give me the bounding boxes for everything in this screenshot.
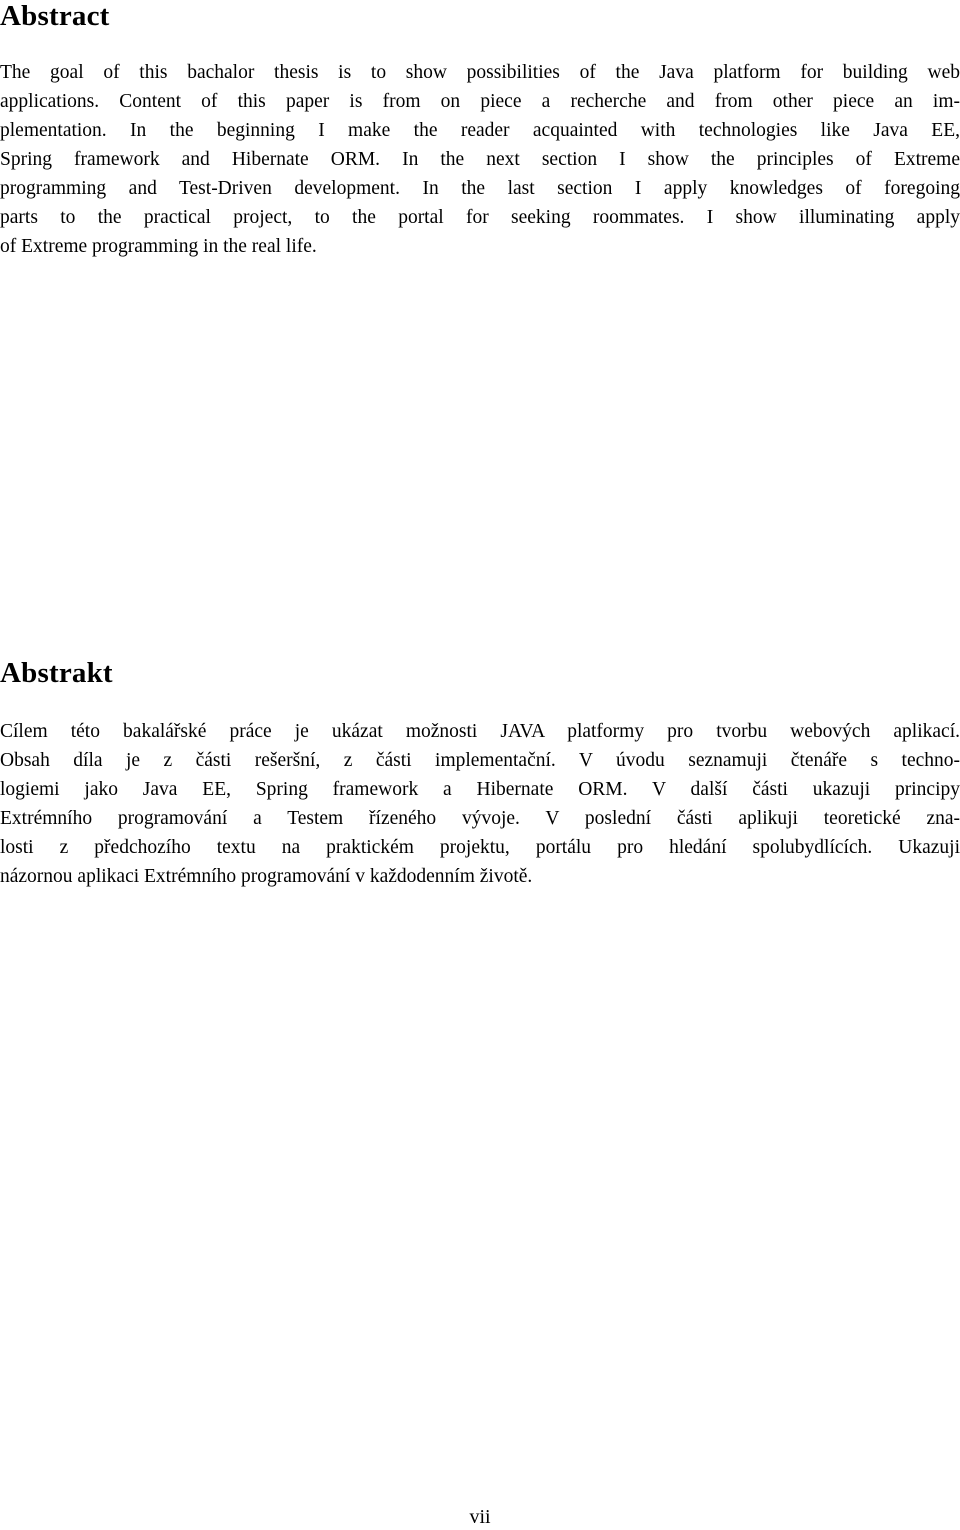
- abstrakt-heading: Abstrakt: [0, 657, 113, 689]
- abstract-line: The goal of this bachalor thesis is to show possibilities of the Java platform for building web: [0, 62, 960, 83]
- abstrakt-section-czech: [0, 657, 960, 887]
- abstrakt-body: [0, 717, 960, 891]
- abstract-line: Spring framework and Hibernate ORM. In the next section I show the principles of Extreme: [0, 149, 960, 170]
- abstrakt-line: losti z předchozího textu na praktickém projektu, portálu pro hledání spolubydlících. Ukazuji: [0, 837, 960, 858]
- abstract-line: programming and Test-Driven development. In the last section I apply knowledges of foregoing: [0, 178, 960, 199]
- abstract-line: applications. Content of this paper is from on piece a recherche and from other piece an im-: [0, 91, 960, 112]
- abstract-heading: Abstract: [0, 0, 110, 32]
- abstrakt-line: názornou aplikaci Extrémního programování v každodenním životě.: [0, 866, 533, 887]
- abstrakt-line: logiemi jako Java EE, Spring framework a Hibernate ORM. V další části ukazuji principy: [0, 779, 960, 800]
- abstract-line: plementation. In the beginning I make the reader acquainted with technologies like Java EE,: [0, 120, 960, 141]
- abstrakt-line: Obsah díla je z části rešeršní, z části implementační. V úvodu seznamuji čtenáře s techno-: [0, 750, 960, 771]
- abstract-body: [0, 58, 960, 261]
- abstrakt-line: Extrémního programování a Testem řízeného vývoje. V poslední části aplikuji teoretické zna-: [0, 808, 960, 829]
- abstract-line: of Extreme programming in the real life.: [0, 236, 317, 257]
- abstract-line: parts to the practical project, to the portal for seeking roommates. I show illuminating apply: [0, 207, 960, 228]
- page-number: vii: [469, 1506, 491, 1528]
- abstrakt-line: Cílem této bakalářské práce je ukázat možnosti JAVA platformy pro tvorbu webových aplikací.: [0, 721, 960, 742]
- abstract-section-english: [0, 0, 960, 257]
